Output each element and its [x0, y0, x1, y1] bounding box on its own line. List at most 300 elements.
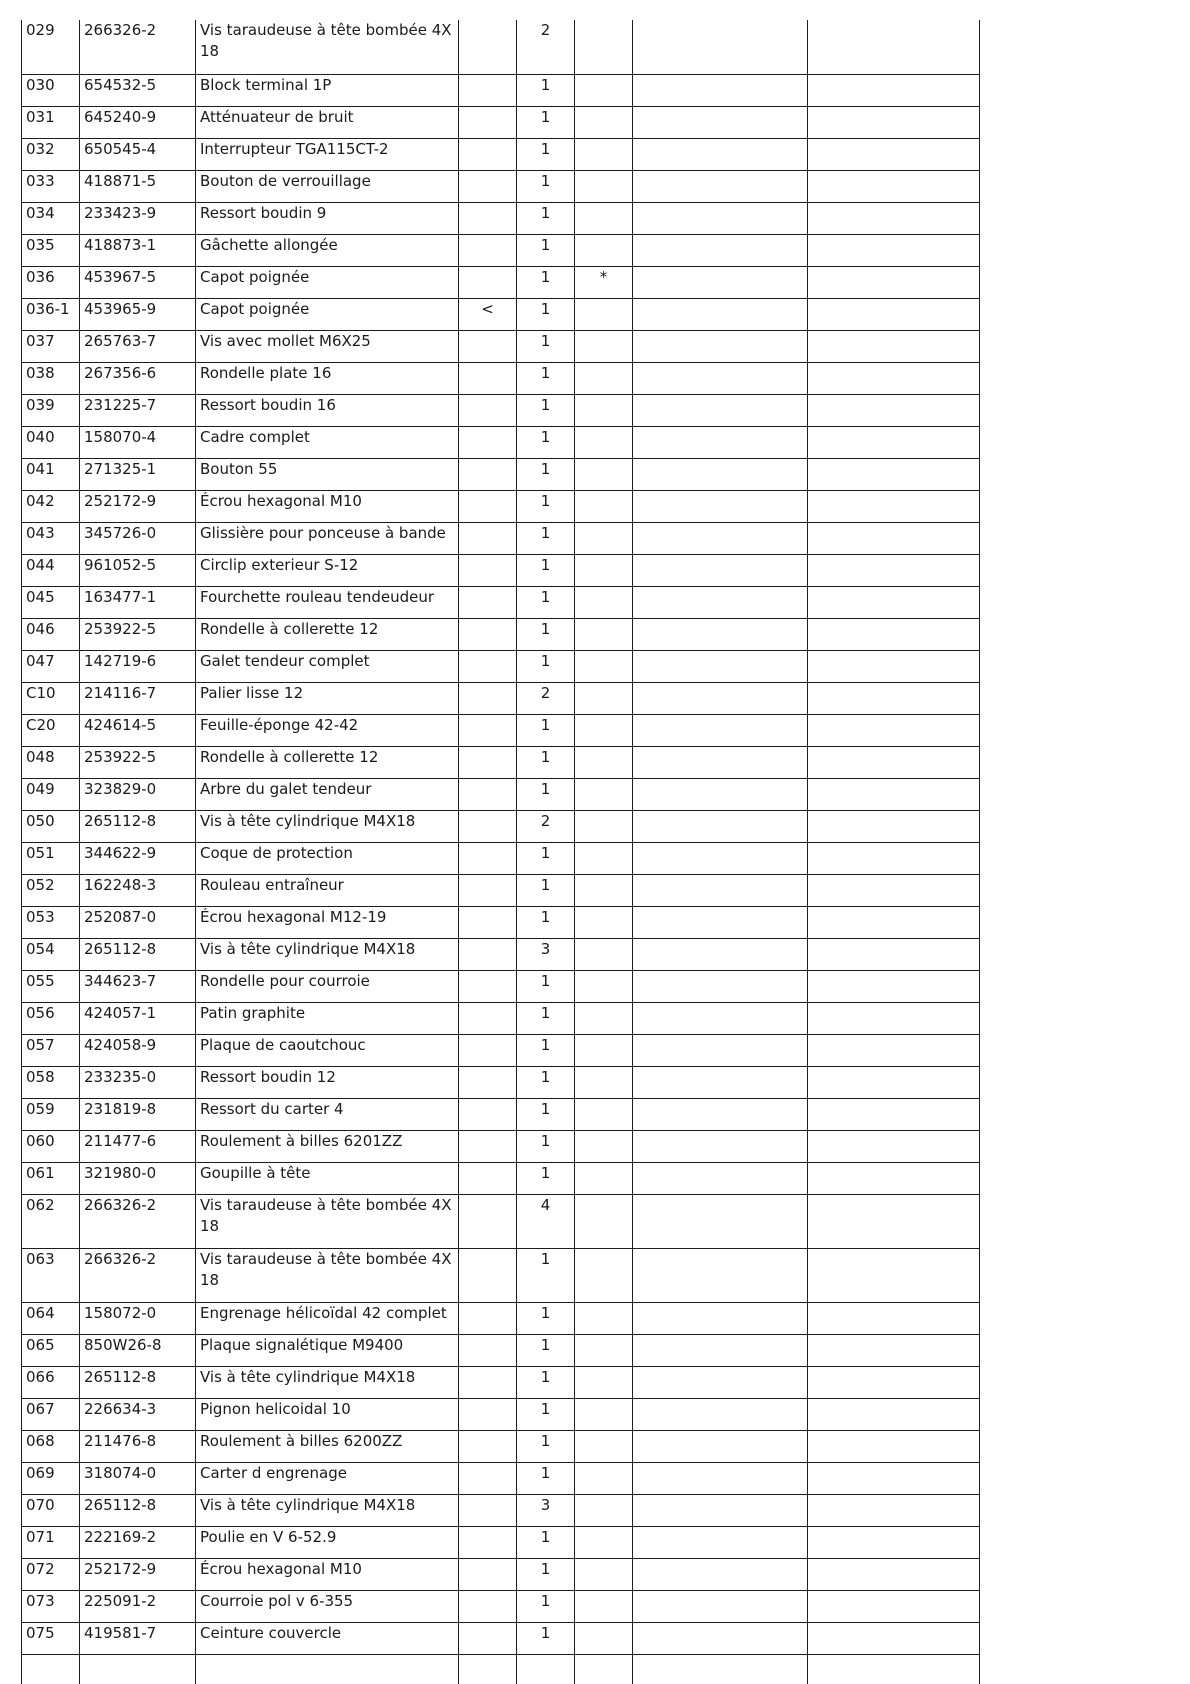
- part-code: 424057-1: [80, 1002, 196, 1034]
- part-flag: [575, 586, 633, 618]
- part-flag: [575, 554, 633, 586]
- part-quantity: 3: [517, 938, 575, 970]
- part-description: Vis taraudeuse à tête bombée 4X 18: [196, 1194, 459, 1248]
- part-code: 961052-5: [80, 554, 196, 586]
- part-item-number: 066: [22, 1366, 80, 1398]
- part-description: Rondelle à collerette 12: [196, 618, 459, 650]
- part-description: Engrenage hélicoïdal 42 complet: [196, 1302, 459, 1334]
- part-extra-cell: [633, 1002, 808, 1034]
- part-extra-cell: [633, 298, 808, 330]
- part-quantity: 1: [517, 906, 575, 938]
- blank-cell: [633, 1654, 808, 1684]
- table-row: [22, 1098, 980, 1130]
- part-code: 318074-0: [80, 1462, 196, 1494]
- part-quantity: 1: [517, 842, 575, 874]
- part-extra-cell: [808, 874, 980, 906]
- part-note: [459, 650, 517, 682]
- part-flag: [575, 1098, 633, 1130]
- table-row: [22, 746, 980, 778]
- part-code: 344623-7: [80, 970, 196, 1002]
- part-extra-cell: [633, 1194, 808, 1248]
- part-description: Ressort du carter 4: [196, 1098, 459, 1130]
- part-item-number: 045: [22, 586, 80, 618]
- part-description: Carter d engrenage: [196, 1462, 459, 1494]
- part-description: Vis taraudeuse à tête bombée 4X 18: [196, 20, 459, 74]
- part-item-number: 060: [22, 1130, 80, 1162]
- part-code: 265112-8: [80, 938, 196, 970]
- part-flag: [575, 746, 633, 778]
- part-note: [459, 906, 517, 938]
- table-row: [22, 938, 980, 970]
- part-description: Roulement à billes 6200ZZ: [196, 1430, 459, 1462]
- part-note: [459, 1194, 517, 1248]
- part-extra-cell: [633, 234, 808, 266]
- part-code: 266326-2: [80, 20, 196, 74]
- part-extra-cell: [633, 394, 808, 426]
- part-quantity: 1: [517, 1002, 575, 1034]
- part-quantity: 1: [517, 650, 575, 682]
- part-extra-cell: [808, 522, 980, 554]
- part-extra-cell: [633, 1494, 808, 1526]
- part-quantity: 1: [517, 1398, 575, 1430]
- part-quantity: 2: [517, 682, 575, 714]
- part-note: [459, 20, 517, 74]
- part-extra-cell: [808, 906, 980, 938]
- part-note: [459, 1590, 517, 1622]
- table-row: [22, 1194, 980, 1248]
- part-item-number: 071: [22, 1526, 80, 1558]
- table-row: [22, 522, 980, 554]
- part-flag: [575, 202, 633, 234]
- part-description: Ceinture couvercle: [196, 1622, 459, 1654]
- part-item-number: 061: [22, 1162, 80, 1194]
- part-flag: [575, 1194, 633, 1248]
- part-item-number: 032: [22, 138, 80, 170]
- table-row: [22, 1494, 980, 1526]
- part-quantity: 1: [517, 1462, 575, 1494]
- part-extra-cell: [633, 1398, 808, 1430]
- part-description: Goupille à tête: [196, 1162, 459, 1194]
- part-code: 344622-9: [80, 842, 196, 874]
- part-note: [459, 170, 517, 202]
- part-item-number: 029: [22, 20, 80, 74]
- part-quantity: 1: [517, 394, 575, 426]
- part-code: 158070-4: [80, 426, 196, 458]
- part-quantity: 2: [517, 810, 575, 842]
- part-extra-cell: [808, 202, 980, 234]
- part-item-number: C20: [22, 714, 80, 746]
- part-quantity: 1: [517, 1622, 575, 1654]
- part-flag: [575, 20, 633, 74]
- part-description: Arbre du galet tendeur: [196, 778, 459, 810]
- part-extra-cell: [808, 1526, 980, 1558]
- part-flag: [575, 106, 633, 138]
- part-note: [459, 1366, 517, 1398]
- part-description: Atténuateur de bruit: [196, 106, 459, 138]
- part-extra-cell: [633, 650, 808, 682]
- part-extra-cell: [808, 586, 980, 618]
- part-extra-cell: [808, 650, 980, 682]
- table-row: [22, 1462, 980, 1494]
- part-note: <: [459, 298, 517, 330]
- part-description: Roulement à billes 6201ZZ: [196, 1130, 459, 1162]
- part-code: 162248-3: [80, 874, 196, 906]
- part-description: Écrou hexagonal M10: [196, 1558, 459, 1590]
- part-note: [459, 1066, 517, 1098]
- part-description: Ressort boudin 16: [196, 394, 459, 426]
- part-quantity: 1: [517, 234, 575, 266]
- part-code: 453965-9: [80, 298, 196, 330]
- part-description: Glissière pour ponceuse à bande: [196, 522, 459, 554]
- part-code: 418871-5: [80, 170, 196, 202]
- part-extra-cell: [808, 1558, 980, 1590]
- part-extra-cell: [808, 1098, 980, 1130]
- part-note: [459, 138, 517, 170]
- part-item-number: 054: [22, 938, 80, 970]
- part-description: Vis à tête cylindrique M4X18: [196, 1494, 459, 1526]
- part-quantity: 1: [517, 490, 575, 522]
- part-note: [459, 938, 517, 970]
- part-note: [459, 842, 517, 874]
- parts-list-page: [21, 20, 980, 1684]
- part-quantity: 1: [517, 298, 575, 330]
- part-item-number: 055: [22, 970, 80, 1002]
- part-description: Vis à tête cylindrique M4X18: [196, 1366, 459, 1398]
- part-quantity: 1: [517, 458, 575, 490]
- part-extra-cell: [808, 426, 980, 458]
- part-extra-cell: [633, 522, 808, 554]
- part-note: [459, 522, 517, 554]
- part-extra-cell: [808, 1130, 980, 1162]
- part-note: [459, 490, 517, 522]
- part-extra-cell: [808, 682, 980, 714]
- part-quantity: 1: [517, 970, 575, 1002]
- part-code: 211476-8: [80, 1430, 196, 1462]
- parts-table-body: [22, 20, 980, 1684]
- part-note: [459, 1494, 517, 1526]
- part-code: 424614-5: [80, 714, 196, 746]
- part-note: [459, 330, 517, 362]
- table-row: [22, 650, 980, 682]
- part-description: Rondelle à collerette 12: [196, 746, 459, 778]
- table-row: [22, 106, 980, 138]
- part-extra-cell: [633, 1098, 808, 1130]
- part-quantity: 1: [517, 106, 575, 138]
- blank-cell: [196, 1654, 459, 1684]
- table-row: [22, 1248, 980, 1302]
- part-extra-cell: [633, 1590, 808, 1622]
- part-quantity: 1: [517, 1162, 575, 1194]
- part-extra-cell: [633, 810, 808, 842]
- part-extra-cell: [808, 394, 980, 426]
- part-code: 321980-0: [80, 1162, 196, 1194]
- part-item-number: 058: [22, 1066, 80, 1098]
- part-description: Block terminal 1P: [196, 74, 459, 106]
- part-code: 645240-9: [80, 106, 196, 138]
- part-note: [459, 554, 517, 586]
- part-extra-cell: [808, 170, 980, 202]
- part-note: [459, 234, 517, 266]
- part-extra-cell: [633, 778, 808, 810]
- part-flag: [575, 234, 633, 266]
- part-description: Interrupteur TGA115CT-2: [196, 138, 459, 170]
- table-row: [22, 874, 980, 906]
- table-row: [22, 1002, 980, 1034]
- part-description: Ressort boudin 12: [196, 1066, 459, 1098]
- part-item-number: 043: [22, 522, 80, 554]
- part-item-number: 036: [22, 266, 80, 298]
- part-flag: [575, 170, 633, 202]
- part-code: 265112-8: [80, 810, 196, 842]
- part-code: 252172-9: [80, 1558, 196, 1590]
- part-flag: [575, 1494, 633, 1526]
- table-row: [22, 1526, 980, 1558]
- part-extra-cell: [633, 1248, 808, 1302]
- table-row: [22, 906, 980, 938]
- part-extra-cell: [808, 1334, 980, 1366]
- part-item-number: 050: [22, 810, 80, 842]
- part-description: Capot poignée: [196, 266, 459, 298]
- table-row: [22, 810, 980, 842]
- part-extra-cell: [633, 714, 808, 746]
- part-flag: [575, 970, 633, 1002]
- part-code: 163477-1: [80, 586, 196, 618]
- part-description: Circlip exterieur S-12: [196, 554, 459, 586]
- part-extra-cell: [808, 1034, 980, 1066]
- part-flag: [575, 938, 633, 970]
- part-description: Plaque de caoutchouc: [196, 1034, 459, 1066]
- part-item-number: 051: [22, 842, 80, 874]
- part-item-number: 064: [22, 1302, 80, 1334]
- table-row: [22, 1398, 980, 1430]
- part-extra-cell: [633, 554, 808, 586]
- part-extra-cell: [808, 778, 980, 810]
- part-item-number: 053: [22, 906, 80, 938]
- blank-cell: [808, 1654, 980, 1684]
- part-code: 266326-2: [80, 1248, 196, 1302]
- part-code: 345726-0: [80, 522, 196, 554]
- part-item-number: 056: [22, 1002, 80, 1034]
- part-note: [459, 74, 517, 106]
- part-description: Bouton 55: [196, 458, 459, 490]
- part-description: Vis à tête cylindrique M4X18: [196, 938, 459, 970]
- table-row: [22, 138, 980, 170]
- part-flag: [575, 298, 633, 330]
- part-extra-cell: [808, 1248, 980, 1302]
- table-row: [22, 1334, 980, 1366]
- part-code: 654532-5: [80, 74, 196, 106]
- part-code: 233235-0: [80, 1066, 196, 1098]
- part-note: [459, 202, 517, 234]
- part-flag: [575, 458, 633, 490]
- part-flag: [575, 138, 633, 170]
- table-row: [22, 170, 980, 202]
- part-item-number: 038: [22, 362, 80, 394]
- part-description: Vis à tête cylindrique M4X18: [196, 810, 459, 842]
- part-description: Plaque signalétique M9400: [196, 1334, 459, 1366]
- part-item-number: 067: [22, 1398, 80, 1430]
- part-description: Cadre complet: [196, 426, 459, 458]
- part-note: [459, 618, 517, 650]
- part-item-number: 059: [22, 1098, 80, 1130]
- table-row: [22, 202, 980, 234]
- part-flag: [575, 1334, 633, 1366]
- part-quantity: 1: [517, 714, 575, 746]
- part-code: 323829-0: [80, 778, 196, 810]
- table-row: [22, 586, 980, 618]
- part-note: [459, 778, 517, 810]
- part-code: 419581-7: [80, 1622, 196, 1654]
- part-code: 225091-2: [80, 1590, 196, 1622]
- part-extra-cell: [808, 1462, 980, 1494]
- part-description: Ressort boudin 9: [196, 202, 459, 234]
- part-extra-cell: [808, 810, 980, 842]
- part-code: 267356-6: [80, 362, 196, 394]
- part-flag: *: [575, 266, 633, 298]
- part-extra-cell: [633, 74, 808, 106]
- part-note: [459, 1430, 517, 1462]
- part-flag: [575, 1590, 633, 1622]
- part-extra-cell: [633, 458, 808, 490]
- part-item-number: 040: [22, 426, 80, 458]
- part-note: [459, 1162, 517, 1194]
- part-code: 266326-2: [80, 1194, 196, 1248]
- part-note: [459, 1302, 517, 1334]
- part-quantity: 1: [517, 778, 575, 810]
- part-quantity: 1: [517, 586, 575, 618]
- part-item-number: 042: [22, 490, 80, 522]
- part-flag: [575, 426, 633, 458]
- part-quantity: 1: [517, 1590, 575, 1622]
- table-row: [22, 20, 980, 74]
- part-code: 142719-6: [80, 650, 196, 682]
- part-flag: [575, 330, 633, 362]
- table-row: [22, 1366, 980, 1398]
- part-extra-cell: [633, 426, 808, 458]
- part-item-number: 037: [22, 330, 80, 362]
- part-item-number: 052: [22, 874, 80, 906]
- part-extra-cell: [633, 490, 808, 522]
- part-note: [459, 1398, 517, 1430]
- part-code: 650545-4: [80, 138, 196, 170]
- part-flag: [575, 650, 633, 682]
- part-flag: [575, 1130, 633, 1162]
- part-item-number: 031: [22, 106, 80, 138]
- part-description: Capot poignée: [196, 298, 459, 330]
- part-item-number: 035: [22, 234, 80, 266]
- part-item-number: 030: [22, 74, 80, 106]
- table-row: [22, 458, 980, 490]
- part-code: 231819-8: [80, 1098, 196, 1130]
- part-note: [459, 1462, 517, 1494]
- part-extra-cell: [808, 1398, 980, 1430]
- part-item-number: 036-1: [22, 298, 80, 330]
- part-item-number: 039: [22, 394, 80, 426]
- part-description: Vis taraudeuse à tête bombée 4X 18: [196, 1248, 459, 1302]
- part-flag: [575, 714, 633, 746]
- part-flag: [575, 906, 633, 938]
- part-description: Rondelle pour courroie: [196, 970, 459, 1002]
- part-code: 850W26-8: [80, 1334, 196, 1366]
- part-code: 265112-8: [80, 1494, 196, 1526]
- part-quantity: 1: [517, 138, 575, 170]
- part-extra-cell: [808, 330, 980, 362]
- part-extra-cell: [808, 1494, 980, 1526]
- part-code: 252172-9: [80, 490, 196, 522]
- part-extra-cell: [808, 1194, 980, 1248]
- part-flag: [575, 1558, 633, 1590]
- part-extra-cell: [633, 1130, 808, 1162]
- part-note: [459, 682, 517, 714]
- part-extra-cell: [633, 1622, 808, 1654]
- part-extra-cell: [808, 1066, 980, 1098]
- part-extra-cell: [633, 682, 808, 714]
- part-item-number: 049: [22, 778, 80, 810]
- part-item-number: 072: [22, 1558, 80, 1590]
- part-code: 253922-5: [80, 746, 196, 778]
- table-row: [22, 1430, 980, 1462]
- part-code: 271325-1: [80, 458, 196, 490]
- part-quantity: 1: [517, 1302, 575, 1334]
- table-row: [22, 330, 980, 362]
- part-quantity: 1: [517, 1034, 575, 1066]
- part-note: [459, 874, 517, 906]
- part-note: [459, 1334, 517, 1366]
- part-extra-cell: [808, 298, 980, 330]
- part-extra-cell: [633, 1302, 808, 1334]
- part-flag: [575, 1430, 633, 1462]
- part-quantity: 1: [517, 1526, 575, 1558]
- part-flag: [575, 1248, 633, 1302]
- part-flag: [575, 1066, 633, 1098]
- part-flag: [575, 522, 633, 554]
- part-extra-cell: [808, 1002, 980, 1034]
- part-extra-cell: [633, 618, 808, 650]
- part-item-number: 068: [22, 1430, 80, 1462]
- part-quantity: 1: [517, 1366, 575, 1398]
- table-row-blank: [22, 1654, 980, 1684]
- table-row: [22, 426, 980, 458]
- part-code: 424058-9: [80, 1034, 196, 1066]
- part-flag: [575, 1366, 633, 1398]
- table-row: [22, 234, 980, 266]
- part-note: [459, 1098, 517, 1130]
- part-extra-cell: [633, 1034, 808, 1066]
- part-quantity: 1: [517, 426, 575, 458]
- part-item-number: 073: [22, 1590, 80, 1622]
- part-code: 231225-7: [80, 394, 196, 426]
- part-note: [459, 1248, 517, 1302]
- part-code: 265112-8: [80, 1366, 196, 1398]
- part-flag: [575, 1526, 633, 1558]
- part-item-number: 047: [22, 650, 80, 682]
- part-description: Pignon helicoidal 10: [196, 1398, 459, 1430]
- table-row: [22, 1130, 980, 1162]
- part-item-number: 041: [22, 458, 80, 490]
- part-extra-cell: [633, 1462, 808, 1494]
- part-description: Galet tendeur complet: [196, 650, 459, 682]
- part-extra-cell: [633, 266, 808, 298]
- part-extra-cell: [808, 618, 980, 650]
- part-description: Rondelle plate 16: [196, 362, 459, 394]
- blank-cell: [517, 1654, 575, 1684]
- part-code: 265763-7: [80, 330, 196, 362]
- part-extra-cell: [633, 970, 808, 1002]
- table-row: [22, 1590, 980, 1622]
- part-code: 233423-9: [80, 202, 196, 234]
- table-row: [22, 682, 980, 714]
- part-extra-cell: [633, 1526, 808, 1558]
